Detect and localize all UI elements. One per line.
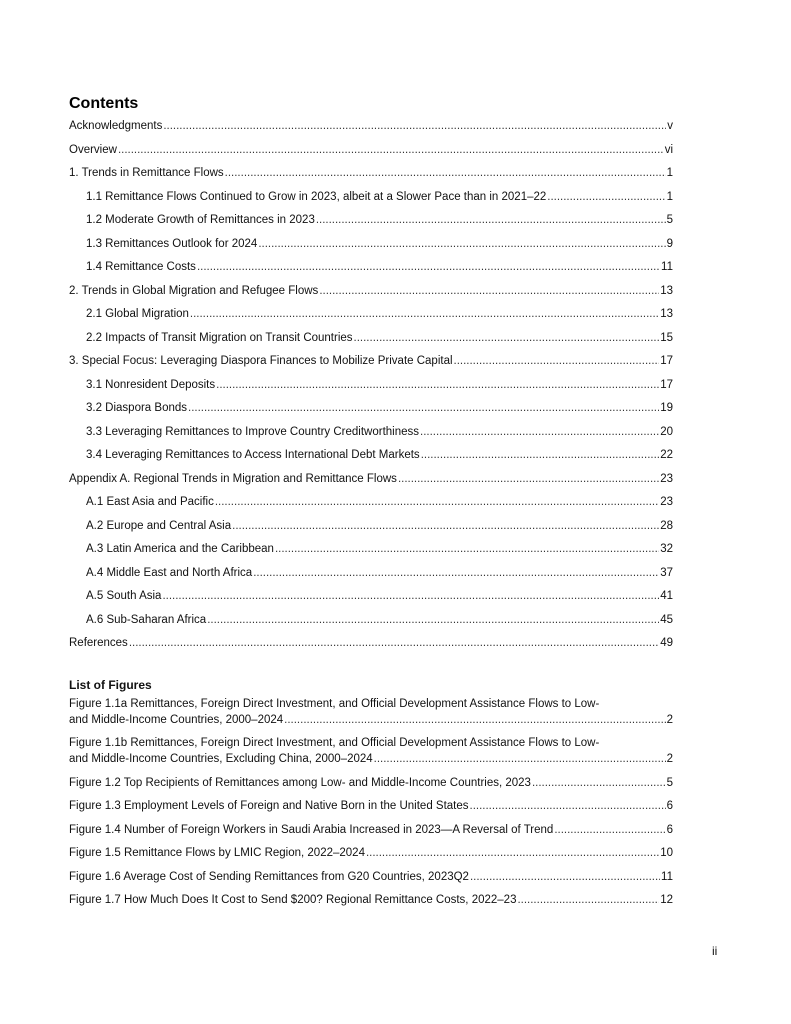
toc-entry-1-1[interactable] — [69, 189, 673, 213]
document-page — [69, 94, 673, 916]
toc-entry-a-5[interactable] — [69, 588, 673, 612]
toc-leader — [275, 541, 659, 557]
toc-entry-a-1[interactable] — [69, 494, 673, 518]
toc-leader — [366, 845, 659, 861]
figure-entry-title-line2: and Middle-Income Countries, 2000–2024 — [69, 713, 284, 726]
figure-entry-page: 10 — [660, 847, 673, 859]
toc-entry-page: 19 — [660, 402, 673, 414]
toc-leader — [197, 259, 660, 275]
figure-entry-title: Figure 1.2 Top Recipients of Remittances among Low- and Middle-Income Countries, 2023 — [69, 776, 531, 789]
table-of-contents — [69, 118, 673, 659]
toc-leader — [470, 798, 666, 814]
toc-entry-1-4[interactable] — [69, 259, 673, 283]
toc-entry-title: 1.1 Remittance Flows Continued to Grow in 2023, albeit at a Slower Pace than in 2021–22 — [86, 190, 547, 203]
toc-entry-1-3[interactable] — [69, 236, 673, 260]
toc-leader — [517, 892, 659, 908]
figure-entry-1-7[interactable] — [69, 892, 673, 908]
toc-entry-a-4[interactable] — [69, 565, 673, 589]
toc-entry-page: 13 — [660, 284, 673, 297]
toc-leader — [470, 869, 660, 885]
figure-entry-page: 2 — [666, 713, 673, 726]
figure-entry-1-6[interactable] — [69, 869, 673, 885]
toc-entry-page: 5 — [666, 214, 673, 226]
toc-entry-page: 1 — [666, 167, 673, 179]
figure-entry-1-1a[interactable] — [69, 696, 673, 728]
toc-leader — [532, 775, 666, 791]
toc-entry-title: 1. Trends in Remittance Flows — [69, 167, 224, 179]
toc-entry-page: 41 — [660, 590, 673, 602]
toc-entry-3-4[interactable] — [69, 447, 673, 471]
toc-entry-page: 23 — [660, 472, 673, 485]
figure-entry-1-4[interactable] — [69, 822, 673, 838]
toc-entry-page: 17 — [660, 378, 673, 391]
toc-entry-3-3[interactable] — [69, 424, 673, 448]
figure-entry-title-line2: and Middle-Income Countries, Excluding China, 2000–2024 — [69, 753, 373, 765]
figure-entry-title: Figure 1.4 Number of Foreign Workers in Saudi Arabia Increased in 2023—A Reversal of Trend — [69, 823, 554, 836]
toc-entry-title: 2.1 Global Migration — [86, 308, 189, 320]
toc-leader — [547, 189, 665, 205]
toc-entry-title: Overview — [69, 143, 117, 156]
page-number: ii — [712, 944, 718, 958]
toc-entry-title: 1.4 Remittance Costs — [86, 261, 196, 273]
toc-entry-title: 3.2 Diaspora Bonds — [86, 402, 188, 414]
toc-entry-title: A.5 South Asia — [86, 590, 162, 602]
toc-entry-title: 3.1 Nonresident Deposits — [86, 378, 216, 391]
toc-leader — [258, 236, 665, 252]
toc-entry-title: References — [69, 637, 128, 649]
contents-heading: Contents — [69, 95, 139, 112]
toc-leader — [163, 118, 666, 134]
toc-leader — [190, 306, 659, 322]
toc-entry-title: A.2 Europe and Central Asia — [86, 519, 232, 532]
toc-entry-page: 9 — [666, 237, 673, 250]
figure-entry-1-2[interactable] — [69, 775, 673, 791]
toc-leader — [225, 165, 666, 181]
toc-leader — [398, 471, 659, 487]
figure-entry-1-3[interactable] — [69, 798, 673, 814]
figure-entry-page: 12 — [660, 894, 673, 906]
figure-entry-page: 6 — [666, 800, 673, 812]
toc-entry-title: A.1 East Asia and Pacific — [86, 496, 214, 508]
figure-entry-1-1b[interactable] — [69, 735, 673, 767]
figure-entry-title: Figure 1.7 How Much Does It Cost to Send $200? Regional Remittance Costs, 2022–23 — [69, 894, 517, 906]
toc-entry-2-1[interactable] — [69, 306, 673, 330]
toc-entry-page: 22 — [660, 449, 673, 461]
toc-leader — [207, 612, 659, 628]
toc-leader — [374, 751, 666, 767]
toc-entry-page: 32 — [660, 543, 673, 555]
toc-leader — [232, 518, 659, 534]
toc-leader — [316, 212, 666, 228]
figure-entry-title: Figure 1.3 Employment Levels of Foreign and Native Born in the United States — [69, 800, 469, 812]
figure-entry-title-line1: Figure 1.1a Remittances, Foreign Direct Investment, and Official Development Assistance Flows to Low- — [69, 697, 600, 710]
toc-entry-a-2[interactable] — [69, 518, 673, 542]
figure-entry-page: 5 — [666, 776, 673, 789]
toc-entry-page: 20 — [660, 425, 673, 438]
toc-leader — [420, 424, 659, 440]
toc-entry-title: A.3 Latin America and the Caribbean — [86, 543, 274, 555]
toc-entry-page: 28 — [660, 519, 673, 532]
toc-entry-acknowledgments[interactable] — [69, 118, 673, 142]
toc-entry-references[interactable] — [69, 635, 673, 659]
toc-entry-page: 17 — [660, 355, 673, 367]
toc-leader — [284, 712, 665, 728]
toc-entry-title: 3. Special Focus: Leveraging Diaspora Finances to Mobilize Private Capital — [69, 355, 453, 367]
figure-entry-title-line1: Figure 1.1b Remittances, Foreign Direct Investment, and Official Development Assistance Flows to Low- — [69, 737, 600, 749]
toc-leader — [319, 283, 659, 299]
toc-entry-chapter-1[interactable] — [69, 165, 673, 189]
toc-entry-page: 45 — [660, 613, 673, 626]
toc-entry-page: vi — [664, 143, 673, 156]
toc-leader — [354, 330, 660, 346]
toc-entry-appendix-a[interactable] — [69, 471, 673, 495]
toc-entry-title: Appendix A. Regional Trends in Migration and Remittance Flows — [69, 472, 397, 485]
toc-leader — [454, 353, 660, 369]
toc-entry-title: A.6 Sub-Saharan Africa — [86, 613, 207, 626]
toc-entry-a-3[interactable] — [69, 541, 673, 565]
figure-entry-page: 11 — [661, 870, 673, 883]
toc-entry-title: 2.2 Impacts of Transit Migration on Transit Countries — [86, 331, 353, 344]
toc-entry-page: v — [667, 120, 673, 132]
figure-entry-title: Figure 1.6 Average Cost of Sending Remittances from G20 Countries, 2023Q2 — [69, 870, 469, 883]
toc-entry-chapter-3[interactable] — [69, 353, 673, 377]
toc-entry-title: Acknowledgments — [69, 120, 163, 132]
toc-leader — [554, 822, 665, 838]
toc-entry-page: 1 — [666, 190, 673, 203]
toc-entry-3-1[interactable] — [69, 377, 673, 401]
toc-entry-2-2[interactable] — [69, 330, 673, 354]
toc-entry-page: 11 — [661, 261, 673, 273]
toc-entry-1-2[interactable] — [69, 212, 673, 236]
toc-entry-a-6[interactable] — [69, 612, 673, 636]
toc-leader — [215, 494, 659, 510]
toc-leader — [188, 400, 659, 416]
toc-entry-chapter-2[interactable] — [69, 283, 673, 307]
toc-entry-title: 3.3 Leveraging Remittances to Improve Country Creditworthiness — [86, 425, 420, 438]
toc-entry-page: 37 — [660, 566, 673, 579]
toc-entry-page: 15 — [660, 331, 673, 344]
toc-entry-page: 13 — [660, 308, 673, 320]
toc-entry-title: 1.3 Remittances Outlook for 2024 — [86, 237, 258, 250]
figure-entry-page: 2 — [666, 753, 673, 765]
toc-entry-title: 1.2 Moderate Growth of Remittances in 2023 — [86, 214, 315, 226]
figure-entry-1-5[interactable] — [69, 845, 673, 861]
toc-entry-title: 3.4 Leveraging Remittances to Access International Debt Markets — [86, 449, 420, 461]
toc-leader — [162, 588, 659, 604]
figure-entry-title: Figure 1.5 Remittance Flows by LMIC Region, 2022–2024 — [69, 847, 365, 859]
list-of-figures-heading: List of Figures — [69, 677, 152, 692]
toc-leader — [421, 447, 660, 463]
toc-leader — [216, 377, 659, 393]
toc-entry-title: 2. Trends in Global Migration and Refugee Flows — [69, 284, 319, 297]
toc-leader — [129, 635, 659, 651]
toc-entry-3-2[interactable] — [69, 400, 673, 424]
toc-leader — [118, 142, 664, 158]
toc-entry-title: A.4 Middle East and North Africa — [86, 566, 253, 579]
toc-entry-page: 49 — [660, 637, 673, 649]
toc-entry-overview[interactable] — [69, 142, 673, 166]
figure-entry-page: 6 — [666, 823, 673, 836]
toc-entry-page: 23 — [660, 496, 673, 508]
list-of-figures — [69, 696, 673, 909]
toc-leader — [253, 565, 659, 581]
